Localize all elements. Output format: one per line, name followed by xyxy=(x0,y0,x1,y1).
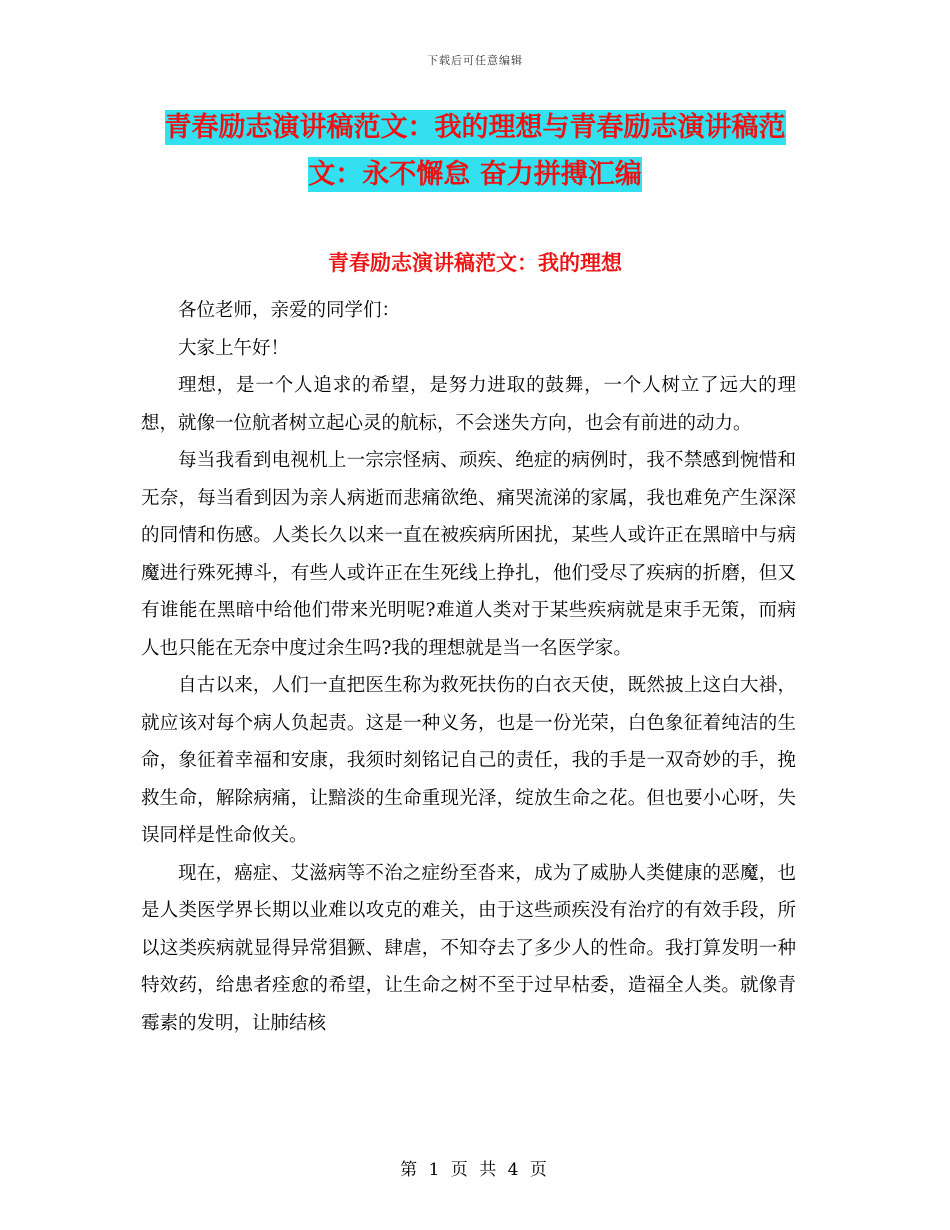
page-header-note: 下载后可任意编辑 xyxy=(427,54,523,67)
document-title-line-2: 文：永不懈怠 奋力拼搏汇编 xyxy=(308,159,642,190)
greeting: 大家上午好！ xyxy=(178,337,290,359)
body-paragraph: 理想，是一个人追求的希望，是努力进取的鼓舞，一个人树立了远大的理想，就像一位航者树立起心灵的航标，不会迷失方向，也会有前进的动力。 xyxy=(141,375,796,434)
page-number: 第 1 页 共 4 页 xyxy=(400,1160,550,1180)
document-title-line-1: 青春励志演讲稿范文：我的理想与青春励志演讲稿范 xyxy=(164,112,786,143)
body-paragraph: 现在，癌症、艾滋病等不治之症纷至沓来，成为了威胁人类健康的恶魔，也是人类医学界长期以业难以攻克的难关，由于这些顽疾没有治疗的有效手段，所以这类疾病就显得异常猖獗、肆虐，不知夺去了多少人的性命。我打算发明一种特效药，给患者痊愈的希望，让生命之树不至于过早枯委，造福全人类。就像青霉素的发明，让肺结核 xyxy=(141,862,796,1034)
body-paragraph: 每当我看到电视机上一宗宗怪病、顽疾、绝症的病例时，我不禁感到惋惜和无奈，每当看到因为亲人病逝而悲痛欲绝、痛哭流涕的家属，我也难免产生深深的同情和伤感。人类长久以来一直在被疾病所困扰，某些人或许正在黑暗中与病魔进行殊死搏斗，有些人或许正在生死线上挣扎，他们受尽了疾病的折磨，但又有谁能在黑暗中给他们带来光明呢?难道人类对于某些疾病就是束手无策，而病人也只能在无奈中度过余生吗?我的理想就是当一名医学家。 xyxy=(141,450,796,659)
section-title: 青春励志演讲稿范文：我的理想 xyxy=(328,251,622,275)
salutation: 各位老师，亲爱的同学们： xyxy=(178,300,401,321)
document-body xyxy=(141,292,796,1042)
body-paragraph: 自古以来，人们一直把医生称为救死扶伤的白衣天使，既然披上这白大褂，就应该对每个病人负起责。这是一种义务，也是一份光荣，白色象征着纯洁的生命，象征着幸福和安康，我须时刻铭记自己的责任，我的手是一双奇妙的手，挽救生命，解除病痛，让黯淡的生命重现光泽，绽放生命之花。但也要小心呀，失误同样是性命攸关。 xyxy=(141,675,796,846)
document-title xyxy=(140,104,810,198)
